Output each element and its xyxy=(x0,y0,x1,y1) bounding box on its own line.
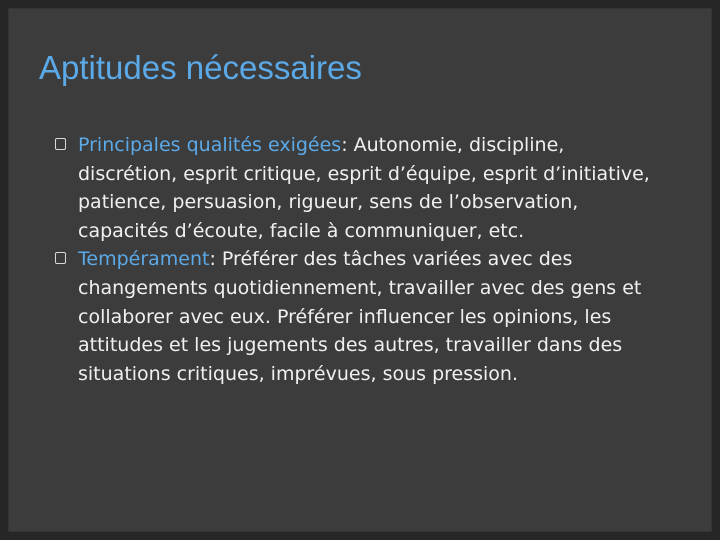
box-bullet-icon xyxy=(55,252,66,264)
bullet-text: : Autonomie, discipline, discrétion, esprit critique, esprit d’équipe, esprit d’initiative, patience, persuasion, rigueur, sens de l’observation, capacités d’écoute, facile à communiquer, etc. xyxy=(78,134,650,242)
bullet-qualites xyxy=(55,131,655,245)
bullet-term: Principales qualités exigées xyxy=(78,134,342,156)
bullet-list xyxy=(55,131,655,388)
bullet-term: Tempérament xyxy=(78,248,210,271)
bullet-temperament xyxy=(55,245,655,388)
box-bullet-icon xyxy=(55,138,66,150)
slide-title: Aptitudes nécessaires xyxy=(39,49,362,86)
bullet-text: : Préférer des tâches variées avec des changements quotidiennement, travailler avec des gens et collaborer avec eux. Préférer influencer les opinions, les attitudes et les jugements des autres, travailler dans des situations critiques, imprévues, sous pression. xyxy=(78,248,642,385)
